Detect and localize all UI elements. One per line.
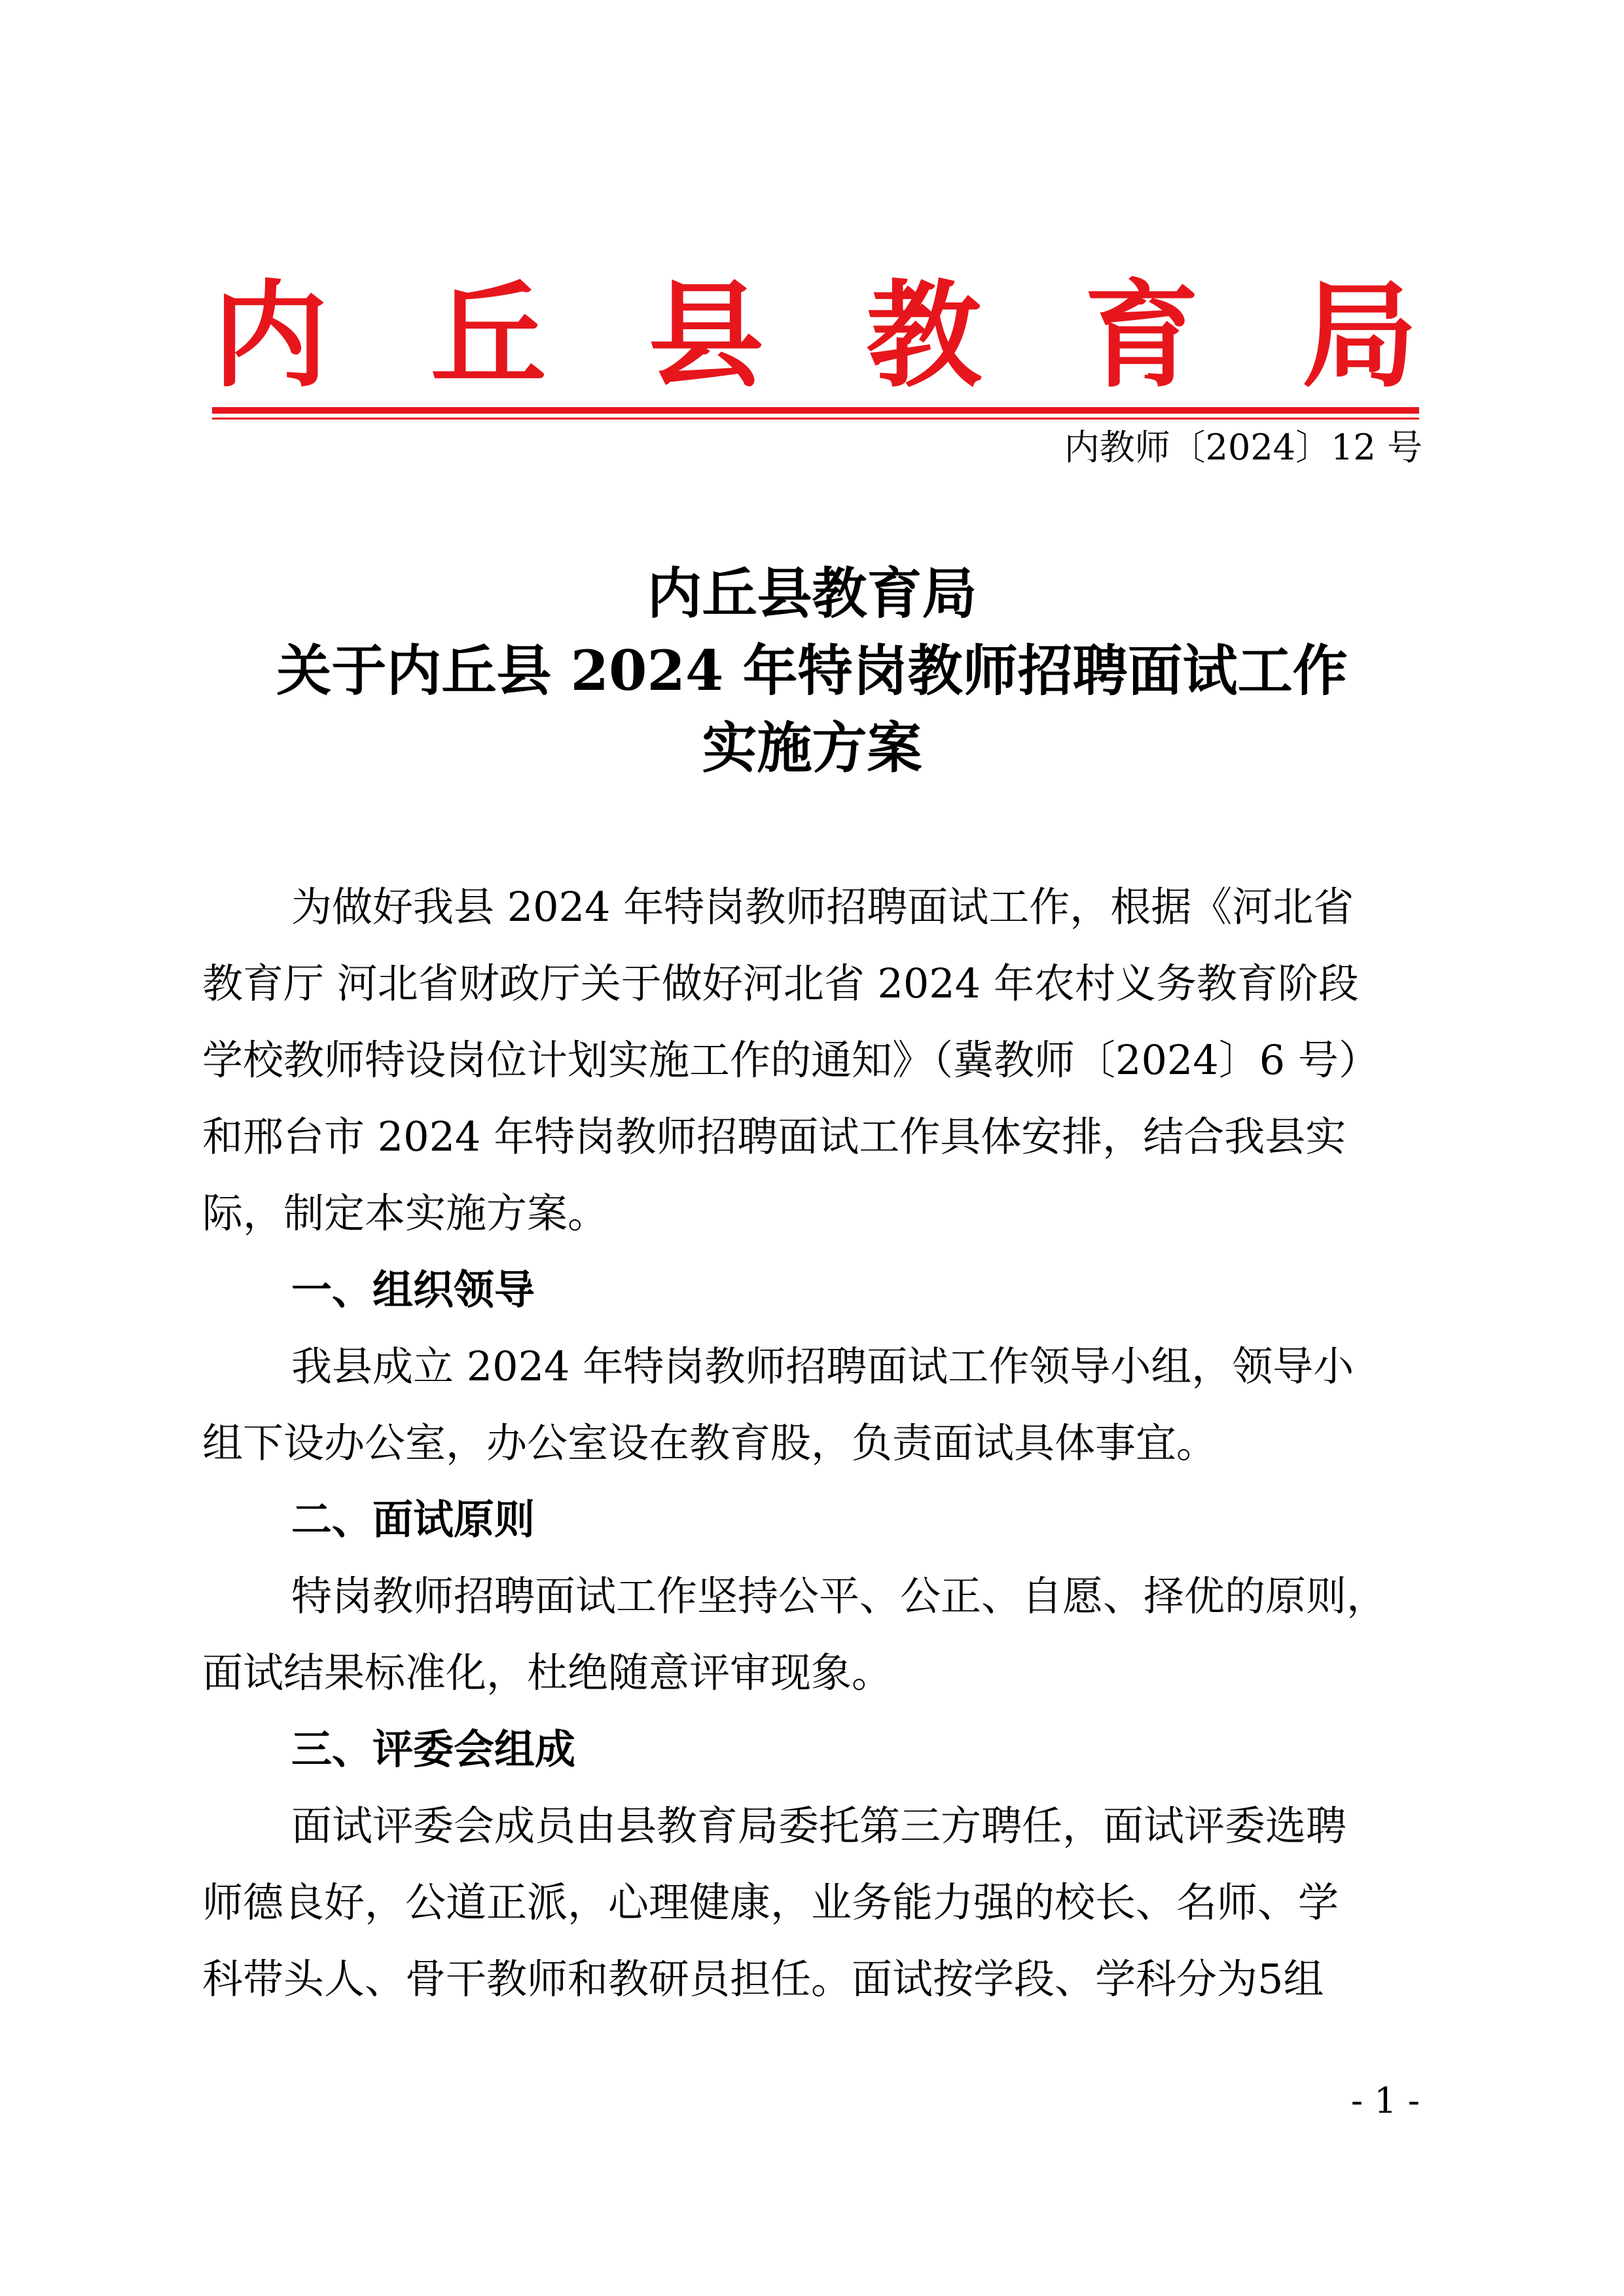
- letterhead-char: 县: [648, 268, 764, 403]
- letterhead-char: 育: [1084, 268, 1200, 403]
- letterhead-divider-thick: [212, 407, 1419, 414]
- section-paragraph: [202, 1558, 1424, 1711]
- page-number: - 1 -: [1350, 2080, 1420, 2121]
- document-number: 内教师〔2024〕12 号: [1064, 427, 1422, 468]
- text-line: 面试评委会成员由县教育局委托第三方聘任，面试评委选聘: [291, 1802, 1347, 1850]
- letterhead-char: 内: [213, 268, 329, 403]
- section-heading: 三、评委会组成: [291, 1725, 576, 1773]
- text-line: 我县成立 2024 年特岗教师招聘面试工作领导小组，领导小: [291, 1342, 1354, 1390]
- text-line: 际，制定本实施方案。: [202, 1189, 609, 1237]
- letterhead-char: 教: [866, 268, 982, 403]
- letterhead-title: [213, 267, 1417, 404]
- section-paragraph: [202, 1787, 1424, 2017]
- intro-paragraph: [202, 869, 1424, 1251]
- text-line: 和邢台市 2024 年特岗教师招聘面试工作具体安排，结合我县实: [202, 1113, 1346, 1160]
- text-line: 组下设办公室，办公室设在教育股，负责面试具体事宜。: [202, 1419, 1218, 1467]
- text-line: 师德良好，公道正派，心理健康，业务能力强的校长、名师、学: [202, 1878, 1339, 1926]
- text-line: 学校教师特设岗位计划实施工作的通知》（冀教师〔2024〕6 号）: [202, 1036, 1379, 1084]
- letterhead-divider-thin: [212, 418, 1419, 420]
- text-line: 面试结果标准化，杜绝随意评审现象。: [202, 1649, 893, 1696]
- title-line: 内丘县教育局: [647, 561, 977, 626]
- text-line: 科带头人、骨干教师和教研员担任。面试按学段、学科分为5组: [202, 1955, 1324, 2003]
- text-line: 为做好我县 2024 年特岗教师招聘面试工作，根据《河北省: [291, 883, 1354, 931]
- text-line: 教育厅 河北省财政厅关于做好河北省 2024 年农村义务教育阶段: [202, 960, 1359, 1007]
- title-line: 实施方案: [702, 715, 922, 780]
- title-line: 关于内丘县 2024 年特岗教师招聘面试工作: [276, 638, 1348, 703]
- document-title: [196, 555, 1428, 787]
- section-paragraph: [202, 1328, 1424, 1481]
- section-heading: 一、组织领导: [291, 1266, 535, 1314]
- section-heading: 二、面试原则: [291, 1496, 535, 1543]
- text-line: 特岗教师招聘面试工作坚持公平、公正、自愿、择优的原则，: [291, 1572, 1388, 1620]
- letterhead-char: 局: [1301, 268, 1417, 403]
- document-body: [202, 869, 1424, 2017]
- letterhead-char: 丘: [430, 268, 546, 403]
